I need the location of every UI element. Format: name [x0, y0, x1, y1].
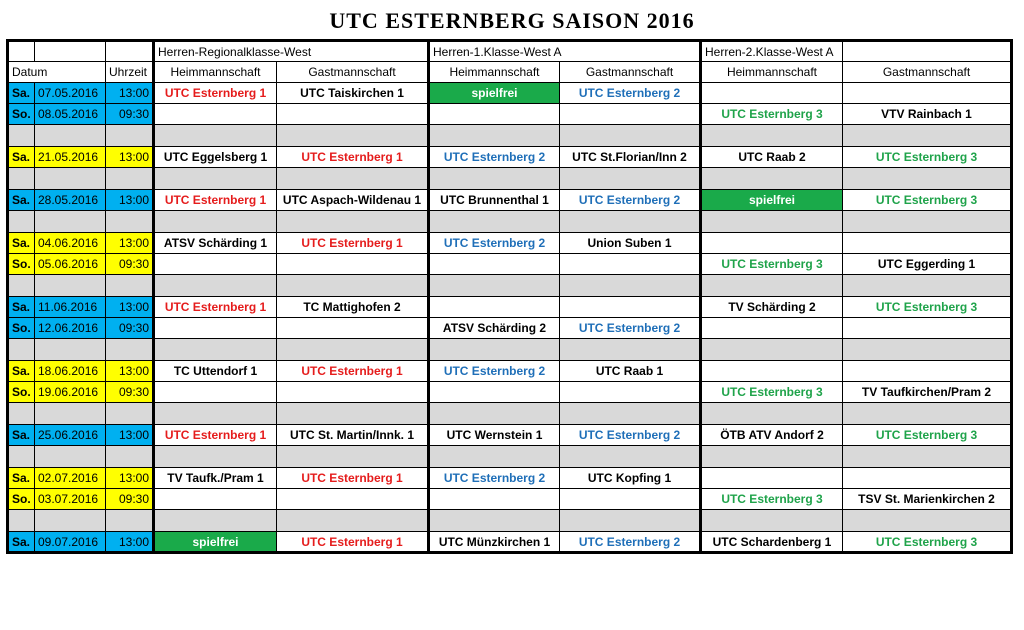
home-team-cell: [154, 254, 277, 275]
header-gast-1-klasse: Gastmannschaft: [560, 62, 701, 83]
separator-cell: [35, 510, 106, 532]
separator-cell: [8, 339, 35, 361]
separator-cell: [560, 168, 701, 190]
home-team-cell: UTC Brunnenthal 1: [429, 190, 560, 211]
time-cell: 09:30: [106, 104, 154, 125]
guest-team-cell: UTC Esternberg 3: [843, 190, 1012, 211]
guest-team-cell: [277, 254, 429, 275]
separator-cell: [154, 510, 277, 532]
match-row: [8, 382, 1012, 403]
home-team-cell: UTC Münzkirchen 1: [429, 532, 560, 553]
section-2-klasse: Herren-2.Klasse-West A: [701, 41, 843, 62]
home-team-cell: [429, 297, 560, 318]
home-team-cell: [701, 233, 843, 254]
separator-cell: [701, 211, 843, 233]
guest-team-cell: [843, 83, 1012, 104]
blank-cell: [106, 41, 154, 62]
separator-cell: [106, 339, 154, 361]
guest-team-cell: UTC Kopfing 1: [560, 468, 701, 489]
date-cell: 25.06.2016: [35, 425, 106, 446]
home-team-cell: UTC Raab 2: [701, 147, 843, 168]
home-team-cell: UTC Esternberg 2: [429, 233, 560, 254]
separator-cell: [429, 275, 560, 297]
time-cell: 09:30: [106, 254, 154, 275]
separator-cell: [35, 275, 106, 297]
guest-team-cell: UTC Esternberg 1: [277, 233, 429, 254]
time-cell: 13:00: [106, 425, 154, 446]
home-team-cell: [429, 254, 560, 275]
home-team-cell: [701, 468, 843, 489]
spielfrei-cell: spielfrei: [701, 190, 843, 211]
separator-cell: [154, 211, 277, 233]
home-team-cell: [154, 104, 277, 125]
match-row: [8, 147, 1012, 168]
guest-team-cell: [277, 104, 429, 125]
separator-cell: [560, 339, 701, 361]
home-team-cell: UTC Esternberg 3: [701, 254, 843, 275]
date-cell: 19.06.2016: [35, 382, 106, 403]
separator-cell: [154, 125, 277, 147]
separator-row: [8, 211, 1012, 233]
time-cell: 09:30: [106, 489, 154, 510]
separator-cell: [154, 339, 277, 361]
day-cell: Sa.: [8, 297, 35, 318]
day-cell: Sa.: [8, 361, 35, 382]
time-cell: 13:00: [106, 83, 154, 104]
home-team-cell: ATSV Schärding 2: [429, 318, 560, 339]
separator-cell: [560, 403, 701, 425]
home-team-cell: [701, 83, 843, 104]
match-row: [8, 532, 1012, 553]
separator-cell: [843, 446, 1012, 468]
separator-cell: [154, 446, 277, 468]
header-uhrzeit: Uhrzeit: [106, 62, 154, 83]
date-cell: 12.06.2016: [35, 318, 106, 339]
header-datum: Datum: [8, 62, 106, 83]
separator-cell: [8, 125, 35, 147]
separator-cell: [35, 211, 106, 233]
guest-team-cell: UTC Esternberg 2: [560, 425, 701, 446]
separator-cell: [8, 403, 35, 425]
date-cell: 28.05.2016: [35, 190, 106, 211]
header-heim-1-klasse: Heimmannschaft: [429, 62, 560, 83]
separator-cell: [277, 275, 429, 297]
day-cell: So.: [8, 489, 35, 510]
separator-cell: [429, 339, 560, 361]
home-team-cell: UTC Schardenberg 1: [701, 532, 843, 553]
day-cell: So.: [8, 104, 35, 125]
separator-cell: [106, 403, 154, 425]
home-team-cell: TV Taufk./Pram 1: [154, 468, 277, 489]
guest-team-cell: [560, 104, 701, 125]
time-cell: 13:00: [106, 361, 154, 382]
guest-team-cell: [277, 382, 429, 403]
guest-team-cell: VTV Rainbach 1: [843, 104, 1012, 125]
guest-team-cell: UTC Esternberg 1: [277, 532, 429, 553]
guest-team-cell: UTC St. Martin/Innk. 1: [277, 425, 429, 446]
separator-cell: [154, 403, 277, 425]
guest-team-cell: [277, 318, 429, 339]
time-cell: 13:00: [106, 532, 154, 553]
separator-cell: [843, 339, 1012, 361]
match-row: [8, 361, 1012, 382]
home-team-cell: UTC Esternberg 1: [154, 190, 277, 211]
blank-cell: [8, 41, 35, 62]
home-team-cell: UTC Esternberg 2: [429, 361, 560, 382]
home-team-cell: [429, 382, 560, 403]
match-row: [8, 190, 1012, 211]
home-team-cell: UTC Esternberg 1: [154, 297, 277, 318]
separator-cell: [35, 339, 106, 361]
separator-cell: [8, 446, 35, 468]
guest-team-cell: TSV St. Marienkirchen 2: [843, 489, 1012, 510]
guest-team-cell: UTC Aspach-Wildenau 1: [277, 190, 429, 211]
date-cell: 21.05.2016: [35, 147, 106, 168]
match-row: [8, 233, 1012, 254]
guest-team-cell: TV Taufkirchen/Pram 2: [843, 382, 1012, 403]
match-row: [8, 254, 1012, 275]
guest-team-cell: UTC Esternberg 3: [843, 297, 1012, 318]
page-title: UTC ESTERNBERG SAISON 2016: [329, 8, 695, 33]
guest-team-cell: UTC Esternberg 2: [560, 190, 701, 211]
separator-cell: [843, 125, 1012, 147]
time-cell: 13:00: [106, 297, 154, 318]
home-team-cell: UTC Eggelsberg 1: [154, 147, 277, 168]
guest-team-cell: UTC St.Florian/Inn 2: [560, 147, 701, 168]
separator-row: [8, 446, 1012, 468]
guest-team-cell: [843, 361, 1012, 382]
blank-cell: [35, 41, 106, 62]
home-team-cell: [429, 104, 560, 125]
separator-cell: [8, 211, 35, 233]
separator-cell: [843, 211, 1012, 233]
guest-team-cell: [560, 489, 701, 510]
separator-cell: [429, 168, 560, 190]
separator-cell: [843, 510, 1012, 532]
home-team-cell: UTC Esternberg 3: [701, 104, 843, 125]
separator-cell: [35, 168, 106, 190]
separator-cell: [701, 446, 843, 468]
separator-cell: [701, 403, 843, 425]
separator-cell: [154, 275, 277, 297]
section-regionalklasse: Herren-Regionalklasse-West: [154, 41, 429, 62]
separator-cell: [560, 275, 701, 297]
separator-cell: [106, 125, 154, 147]
day-cell: Sa.: [8, 468, 35, 489]
guest-team-cell: UTC Esternberg 1: [277, 468, 429, 489]
home-team-cell: UTC Esternberg 3: [701, 382, 843, 403]
date-cell: 03.07.2016: [35, 489, 106, 510]
separator-cell: [8, 275, 35, 297]
guest-team-cell: UTC Esternberg 2: [560, 318, 701, 339]
time-cell: 13:00: [106, 147, 154, 168]
home-team-cell: [701, 318, 843, 339]
separator-cell: [560, 446, 701, 468]
date-cell: 11.06.2016: [35, 297, 106, 318]
separator-cell: [35, 125, 106, 147]
guest-team-cell: UTC Esternberg 2: [560, 532, 701, 553]
guest-team-cell: [560, 297, 701, 318]
home-team-cell: UTC Esternberg 2: [429, 147, 560, 168]
separator-cell: [429, 510, 560, 532]
day-cell: Sa.: [8, 83, 35, 104]
separator-cell: [560, 125, 701, 147]
separator-row: [8, 510, 1012, 532]
guest-team-cell: UTC Esternberg 1: [277, 147, 429, 168]
header-heim-regional: Heimmannschaft: [154, 62, 277, 83]
separator-row: [8, 403, 1012, 425]
separator-cell: [429, 446, 560, 468]
separator-cell: [106, 168, 154, 190]
separator-cell: [8, 510, 35, 532]
separator-cell: [701, 339, 843, 361]
day-cell: Sa.: [8, 233, 35, 254]
separator-cell: [277, 510, 429, 532]
separator-cell: [843, 275, 1012, 297]
spielfrei-cell: spielfrei: [154, 532, 277, 553]
separator-row: [8, 168, 1012, 190]
home-team-cell: UTC Esternberg 1: [154, 425, 277, 446]
separator-cell: [154, 168, 277, 190]
guest-team-cell: [843, 233, 1012, 254]
separator-cell: [35, 446, 106, 468]
separator-cell: [701, 168, 843, 190]
match-row: [8, 468, 1012, 489]
separator-cell: [560, 211, 701, 233]
time-cell: 13:00: [106, 190, 154, 211]
date-cell: 05.06.2016: [35, 254, 106, 275]
date-cell: 08.05.2016: [35, 104, 106, 125]
separator-cell: [277, 339, 429, 361]
time-cell: 09:30: [106, 382, 154, 403]
day-cell: So.: [8, 318, 35, 339]
home-team-cell: UTC Esternberg 2: [429, 468, 560, 489]
header-heim-2-klasse: Heimmannschaft: [701, 62, 843, 83]
date-cell: 02.07.2016: [35, 468, 106, 489]
header-gast-2-klasse: Gastmannschaft: [843, 62, 1012, 83]
separator-cell: [106, 211, 154, 233]
home-team-cell: UTC Esternberg 3: [701, 489, 843, 510]
guest-team-cell: TC Mattighofen 2: [277, 297, 429, 318]
guest-team-cell: UTC Esternberg 3: [843, 147, 1012, 168]
match-row: [8, 83, 1012, 104]
separator-cell: [429, 125, 560, 147]
separator-cell: [701, 125, 843, 147]
guest-team-cell: UTC Eggerding 1: [843, 254, 1012, 275]
separator-cell: [701, 510, 843, 532]
time-cell: 09:30: [106, 318, 154, 339]
match-row: [8, 297, 1012, 318]
home-team-cell: TV Schärding 2: [701, 297, 843, 318]
separator-cell: [35, 403, 106, 425]
spielfrei-cell: spielfrei: [429, 83, 560, 104]
separator-cell: [106, 510, 154, 532]
separator-cell: [843, 168, 1012, 190]
day-cell: Sa.: [8, 190, 35, 211]
guest-team-cell: UTC Esternberg 2: [560, 83, 701, 104]
guest-team-cell: [560, 254, 701, 275]
separator-cell: [560, 510, 701, 532]
separator-cell: [277, 125, 429, 147]
day-cell: Sa.: [8, 532, 35, 553]
separator-cell: [277, 168, 429, 190]
separator-row: [8, 125, 1012, 147]
guest-team-cell: UTC Taiskirchen 1: [277, 83, 429, 104]
home-team-cell: [701, 361, 843, 382]
date-cell: 09.07.2016: [35, 532, 106, 553]
date-cell: 04.06.2016: [35, 233, 106, 254]
guest-team-cell: UTC Esternberg 3: [843, 425, 1012, 446]
home-team-cell: [154, 382, 277, 403]
guest-team-cell: Union Suben 1: [560, 233, 701, 254]
separator-cell: [8, 168, 35, 190]
match-row: [8, 425, 1012, 446]
separator-cell: [429, 211, 560, 233]
guest-team-cell: [560, 382, 701, 403]
section-header-row: [8, 41, 1012, 62]
separator-cell: [277, 211, 429, 233]
home-team-cell: ATSV Schärding 1: [154, 233, 277, 254]
separator-cell: [106, 275, 154, 297]
match-row: [8, 489, 1012, 510]
separator-cell: [277, 403, 429, 425]
home-team-cell: [154, 318, 277, 339]
day-cell: So.: [8, 382, 35, 403]
separator-row: [8, 275, 1012, 297]
guest-team-cell: UTC Esternberg 3: [843, 532, 1012, 553]
separator-cell: [277, 446, 429, 468]
home-team-cell: TC Uttendorf 1: [154, 361, 277, 382]
home-team-cell: [154, 489, 277, 510]
separator-row: [8, 339, 1012, 361]
time-cell: 13:00: [106, 233, 154, 254]
schedule-table: [6, 39, 1013, 554]
time-cell: 13:00: [106, 468, 154, 489]
date-cell: 18.06.2016: [35, 361, 106, 382]
header-gast-regional: Gastmannschaft: [277, 62, 429, 83]
guest-team-cell: UTC Raab 1: [560, 361, 701, 382]
match-row: [8, 104, 1012, 125]
day-cell: Sa.: [8, 425, 35, 446]
separator-cell: [701, 275, 843, 297]
home-team-cell: ÖTB ATV Andorf 2: [701, 425, 843, 446]
schedule-body: [8, 41, 1012, 553]
home-team-cell: [429, 489, 560, 510]
separator-cell: [843, 403, 1012, 425]
match-row: [8, 318, 1012, 339]
guest-team-cell: [277, 489, 429, 510]
home-team-cell: UTC Wernstein 1: [429, 425, 560, 446]
day-cell: Sa.: [8, 147, 35, 168]
day-cell: So.: [8, 254, 35, 275]
blank-cell: [843, 41, 1012, 62]
section-1-klasse: Herren-1.Klasse-West A: [429, 41, 701, 62]
separator-cell: [429, 403, 560, 425]
home-team-cell: UTC Esternberg 1: [154, 83, 277, 104]
column-header-row: [8, 62, 1012, 83]
guest-team-cell: [843, 318, 1012, 339]
guest-team-cell: [843, 468, 1012, 489]
separator-cell: [106, 446, 154, 468]
guest-team-cell: UTC Esternberg 1: [277, 361, 429, 382]
date-cell: 07.05.2016: [35, 83, 106, 104]
